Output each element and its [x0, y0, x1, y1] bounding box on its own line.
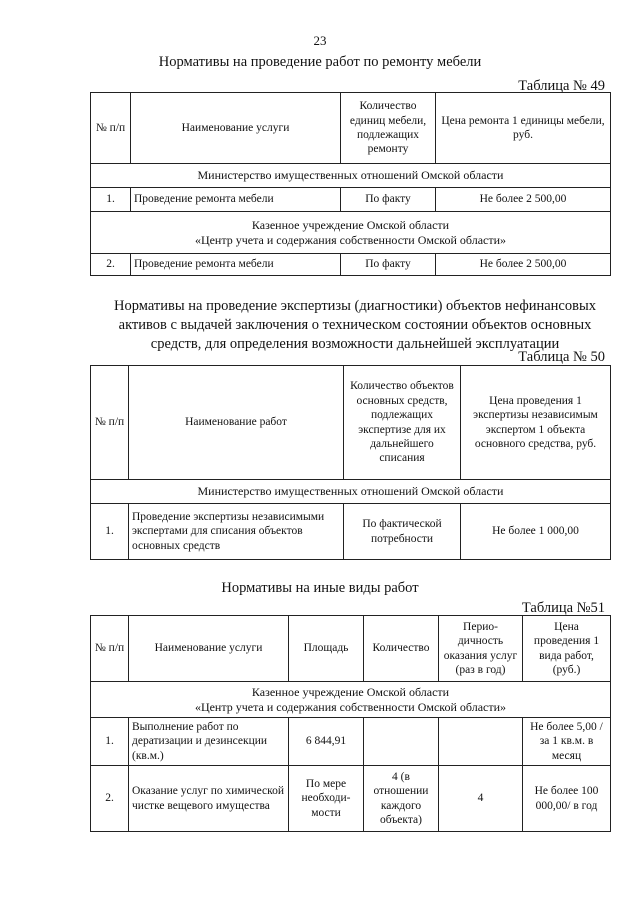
periodicity-cell: 4 [439, 766, 523, 832]
quantity-cell: По фактической потребности [344, 504, 461, 560]
table-header-row [91, 616, 611, 682]
row-number: 1. [91, 504, 129, 560]
header-cell: Площадь [289, 616, 364, 682]
header-cell: Наименование услуги [129, 616, 289, 682]
service-name: Выполнение работ по дератизации и дезинсекции (кв.м.) [129, 718, 289, 766]
title-line: средств, для определения возможности дальнейшей эксплуатации [150, 335, 560, 352]
price-cell: Не более 5,00 / за 1 кв.м. в месяц [523, 718, 611, 766]
service-name: Проведение ремонта мебели [131, 188, 341, 212]
table-row [91, 766, 611, 832]
table-header-row [91, 93, 611, 164]
section-title [91, 212, 611, 254]
row-number: 1. [91, 718, 129, 766]
row-number: 1. [91, 188, 131, 212]
header-cell: Перио-дичность оказания услуг (раз в год) [439, 616, 523, 682]
section-row [91, 164, 611, 188]
area-cell: По мере необходи-мости [289, 766, 364, 832]
quantity-cell: По факту [341, 188, 436, 212]
table-row [91, 504, 611, 560]
section-line: Казенное учреждение Омской области [251, 217, 450, 232]
header-cell: Количество [364, 616, 439, 682]
section-row [91, 682, 611, 718]
service-name: Оказание услуг по химической чистке вещевого имущества [129, 766, 289, 832]
price-cell: Не более 100 000,00/ в год [523, 766, 611, 832]
header-cell: Цена ремонта 1 единицы мебели, руб. [436, 93, 611, 164]
table-row [91, 718, 611, 766]
price-cell: Не более 2 500,00 [436, 188, 611, 212]
header-cell: Количество объектов основных средств, подлежащих экспертизе для их дальнейшего списания [344, 366, 461, 480]
work-name: Проведение экспертизы независимыми экспертами для списания объектов основных средств [129, 504, 344, 560]
section-line: «Центр учета и содержания собственности Омской области» [194, 699, 507, 714]
table-49-label: Таблица № 49 [518, 78, 605, 94]
area-cell: 6 844,91 [289, 718, 364, 766]
header-cell: Цена проведения 1 вида работ, (руб.) [523, 616, 611, 682]
price-cell: Не более 1 000,00 [461, 504, 611, 560]
section-title [91, 682, 611, 718]
section-line: «Центр учета и содержания собственности Омской области» [194, 232, 507, 247]
table-51 [90, 615, 611, 832]
section-line: Казенное учреждение Омской области [251, 684, 450, 699]
table-51-title: Нормативы на иные виды работ [221, 580, 419, 596]
table-50-title [95, 297, 615, 354]
table-49-title: Нормативы на проведение работ по ремонту мебели [158, 54, 482, 70]
header-cell: № п/п [91, 93, 131, 164]
quantity-cell [364, 718, 439, 766]
title-line: Нормативы на проведение экспертизы (диагностики) объектов нефинансовых [114, 298, 596, 314]
header-cell: Наименование услуги [131, 93, 341, 164]
table-row [91, 254, 611, 276]
header-cell: Цена проведения 1 экспертизы независимым экспертом 1 объекта основного средства, руб. [461, 366, 611, 480]
table-row [91, 188, 611, 212]
periodicity-cell [439, 718, 523, 766]
price-cell: Не более 2 500,00 [436, 254, 611, 276]
section-row [91, 212, 611, 254]
header-cell: № п/п [91, 616, 129, 682]
section-row [91, 480, 611, 504]
header-cell: Количество единиц мебели, подлежащих ремонту [341, 93, 436, 164]
quantity-cell: По факту [341, 254, 436, 276]
header-cell: № п/п [91, 366, 129, 480]
row-number: 2. [91, 254, 131, 276]
quantity-cell: 4 (в отношении каждого объекта) [364, 766, 439, 832]
header-cell: Наименование работ [129, 366, 344, 480]
page-number: 23 [313, 33, 327, 48]
table-51-label: Таблица №51 [521, 600, 605, 616]
service-name: Проведение ремонта мебели [131, 254, 341, 276]
section-title: Министерство имущественных отношений Омской области [91, 480, 611, 504]
section-title: Министерство имущественных отношений Омской области [91, 164, 611, 188]
table-50-label: Таблица № 50 [518, 349, 605, 365]
row-number: 2. [91, 766, 129, 832]
table-49 [90, 92, 611, 276]
table-50 [90, 365, 611, 560]
table-header-row [91, 366, 611, 480]
title-line: активов с выдачей заключения о техническом состоянии объектов основных [118, 316, 592, 333]
